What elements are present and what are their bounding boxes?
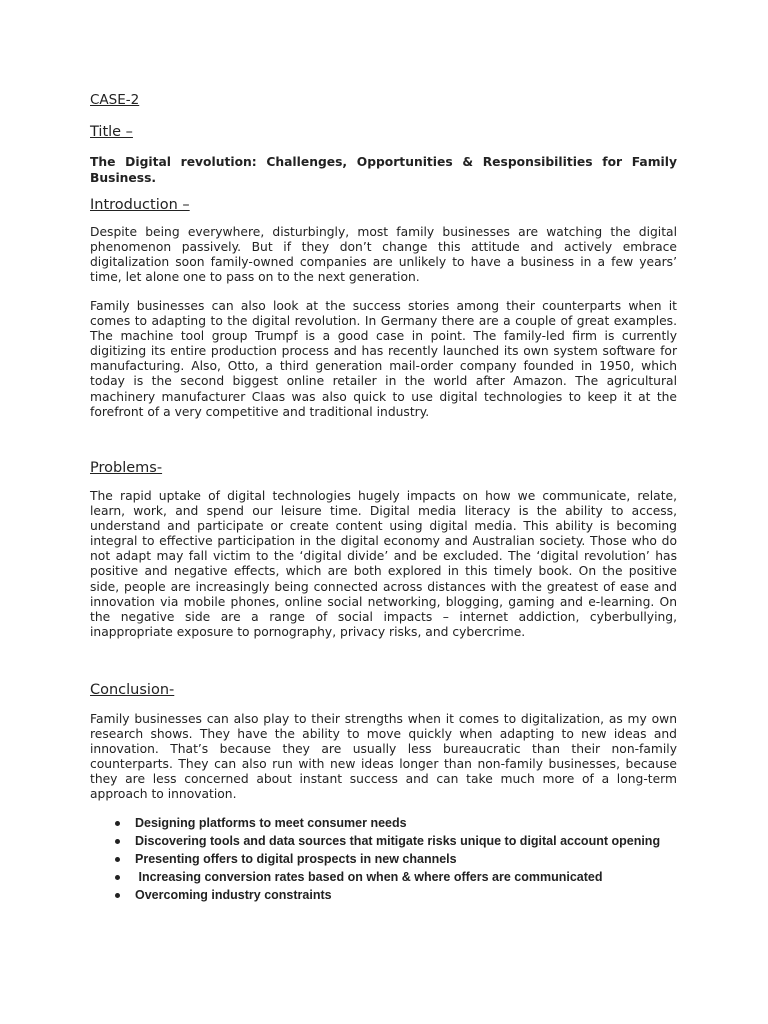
bullet-icon: [115, 893, 120, 898]
bullet-text: Increasing conversion rates based on when & where offers are communicated: [135, 870, 603, 884]
bullet-text: Overcoming industry constraints: [135, 888, 332, 902]
case-label: CASE-2: [90, 92, 140, 108]
bullet-text: Designing platforms to meet consumer needs: [135, 816, 407, 830]
list-item: [115, 850, 715, 868]
title-label: Title –: [90, 124, 133, 140]
bullet-icon: [115, 839, 120, 844]
bullet-icon: [115, 821, 120, 826]
list-item: [115, 814, 715, 832]
introduction-paragraph-2: Family businesses can also look at the success stories among their counterparts when it comes to adapting to the digital revolution. In Germany there are a couple of great examples. The machine tool group Trumpf is a good case in point. The family-led firm is currently digitizing its entire production process and has recently launched its own system software for manufacturing. Also, Otto, a third generation mail-order company founded in 1950, which today is the second biggest online retailer in the world after Amazon. The agricultural machinery manufacturer Claas was also quick to use digital technologies to keep it at the forefront of a very competitive and traditional industry.: [90, 299, 677, 419]
conclusion-bullet-list: [115, 814, 715, 904]
list-item: [115, 886, 715, 904]
bullet-icon: [115, 857, 120, 862]
introduction-heading: Introduction –: [90, 197, 190, 213]
problems-heading: Problems-: [90, 460, 163, 476]
introduction-paragraph-1: Despite being everywhere, disturbingly, most family businesses are watching the digital phenomenon passively. But if they don’t change this attitude and actively embrace digitalization soon family-owned companies are unlikely to have a business in a few years’ time, let alone one to pass on to the next generation.: [90, 225, 677, 285]
bullet-text: Discovering tools and data sources that mitigate risks unique to digital account opening: [135, 834, 661, 848]
document-subtitle: The Digital revolution: Challenges, Opportunities & Responsibilities for Family Business.: [90, 155, 677, 185]
problems-paragraph: The rapid uptake of digital technologies hugely impacts on how we communicate, relate, learn, work, and spend our leisure time. Digital media literacy is the ability to access, understand and participate or create content using digital media. This ability is becoming integral to effective participation in the digital economy and Australian society. Those who do not adapt may fall victim to the ‘digital divide’ and be excluded. The ‘digital revolution’ has positive and negative effects, which are both explored in this timely book. On the positive side, people are increasingly being connected across distances with the greatest of ease and innovation via mobile phones, online social networking, blogging, gaming and e-learning. On the negative side are a range of social impacts – internet addiction, cyberbullying, inappropriate exposure to pornography, privacy risks, and cybercrime.: [90, 489, 677, 639]
conclusion-paragraph: Family businesses can also play to their strengths when it comes to digitalization, as my own research shows. They have the ability to move quickly when adapting to new ideas and innovation. That’s because they are usually less bureaucratic than their non-family counterparts. They can also run with new ideas longer than non-family businesses, because they are less concerned about instant success and can take much more of a long-term approach to innovation.: [90, 712, 677, 802]
bullet-icon: [115, 875, 120, 880]
conclusion-heading: Conclusion-: [90, 682, 175, 698]
list-item: [115, 832, 715, 850]
list-item: [115, 868, 715, 886]
bullet-text: Presenting offers to digital prospects in new channels: [135, 852, 457, 866]
